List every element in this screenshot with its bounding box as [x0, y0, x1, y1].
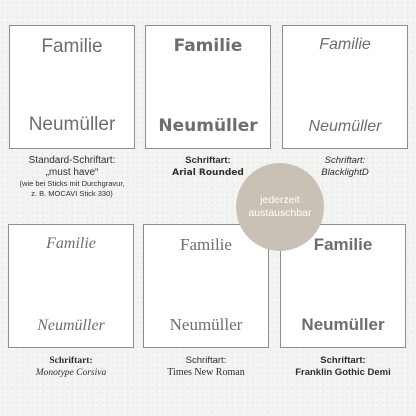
sample-line-name: Neumüller — [308, 118, 382, 135]
font-sample-card-blacklightd — [282, 25, 408, 149]
sample-line-familie: Familie — [319, 36, 371, 53]
caption-title: Schriftart: — [320, 355, 366, 366]
caption-font-name: Times New Roman — [167, 367, 245, 378]
font-sample-card-times-new-roman — [143, 224, 269, 348]
caption-note: (wie bei Sticks mit Durchgravur, — [19, 179, 125, 188]
badge-line: austauschbar — [248, 207, 312, 219]
sample-line-familie: Familie — [180, 235, 232, 254]
caption-font-name: Monotype Corsiva — [35, 368, 107, 378]
font-sample-card-monotype-corsiva — [8, 224, 134, 348]
caption-note: z. B. MOCAVI Stick 330) — [31, 189, 113, 198]
caption-title: Schriftart: — [324, 155, 366, 166]
caption-font-name: Arial Rounded — [172, 168, 244, 178]
font-caption-monotype-corsiva — [0, 355, 146, 379]
caption-font-name: Franklin Gothic Demi — [295, 367, 391, 378]
sample-line-familie: Familie — [173, 36, 243, 56]
caption-font-name: „must have“ — [45, 167, 99, 178]
badge-line: jederzeit — [260, 194, 300, 206]
sample-line-familie: Familie — [41, 36, 103, 57]
caption-title: Schriftart: — [185, 155, 231, 166]
sample-line-name: Neumüller — [158, 116, 258, 136]
sample-line-name: Neumüller — [28, 114, 116, 135]
font-caption-times-new-roman — [131, 355, 281, 379]
caption-font-name: BlacklightD — [321, 167, 369, 178]
font-caption-franklin-gothic — [268, 355, 416, 379]
sample-line-name: Neumüller — [169, 315, 243, 334]
sample-line-familie: Familie — [46, 235, 96, 252]
sample-line-name: Neumüller — [37, 317, 105, 334]
sample-line-familie: Familie — [313, 235, 373, 254]
font-caption-standard — [0, 155, 147, 199]
caption-title: Schriftart: — [49, 356, 93, 366]
interchangeable-badge — [236, 163, 324, 251]
caption-title: Schriftart: — [185, 355, 227, 366]
font-sample-card-arial-rounded — [145, 25, 271, 149]
sample-line-name: Neumüller — [301, 315, 385, 334]
caption-title: Standard-Schriftart: — [28, 155, 116, 166]
font-sample-card-standard — [9, 25, 135, 149]
